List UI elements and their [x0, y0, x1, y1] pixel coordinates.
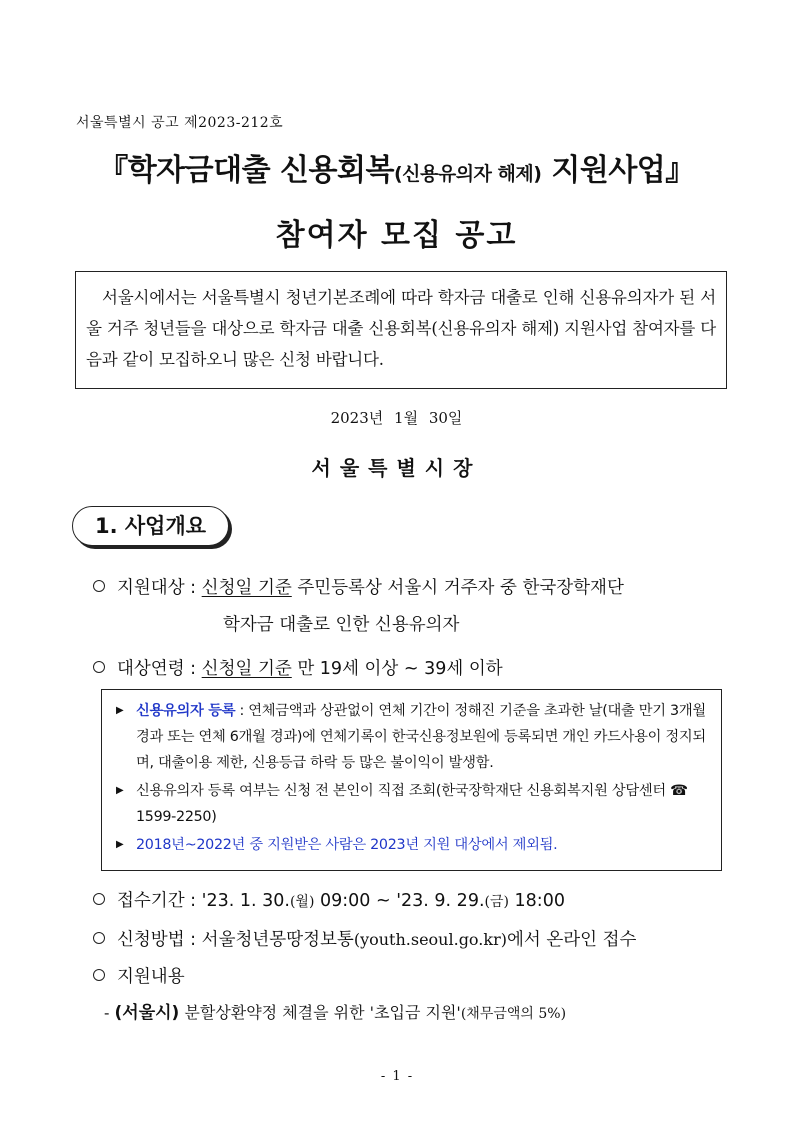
target-text: 주민등록상 서울시 거주자 중 한국장학재단 [291, 578, 624, 598]
note-text: 신용유의자 등록 여부는 신청 전 본인이 직접 조회(한국장학재단 신용회복지원 상담센터 ☎ 1599-2250) [136, 783, 688, 825]
age-underlined: 신청일 기준 [201, 659, 292, 679]
target-label: 지원대상 : [117, 578, 197, 598]
title-close-bracket: 』 [665, 153, 695, 188]
circle-bullet-icon [93, 580, 105, 592]
content-label: 지원내용 [117, 967, 185, 987]
age-text: 만 19세 이상 ~ 39세 이하 [291, 659, 503, 679]
period-end: '23. 9. 29. [396, 891, 485, 911]
seoul-support-text: 분할상환약정 체결을 위한 '초입금 지원' [179, 1003, 461, 1022]
triangle-bullet-icon: ▶ [116, 839, 124, 850]
dash-marker: - [104, 1003, 115, 1022]
circle-bullet-icon [93, 969, 105, 981]
triangle-bullet-icon: ▶ [116, 705, 124, 716]
triangle-bullet-icon: ▶ [116, 785, 124, 796]
age-label: 대상연령 : [117, 659, 197, 679]
note-text: : 연체금액과 상관없이 연체 기간이 정해진 기준을 초과한 날(대출 만기 3개월 경과 또는 연체 6개월 경과)에 연체기록이 한국신용정보원에 등록되면 개인 카드사용이 정지되며, 대출이용 제한, 신용등급 하락 등 많은 불이익이 발생함. [136, 703, 706, 771]
circle-bullet-icon [93, 661, 105, 673]
seoul-support-label: (서울시) [114, 1003, 180, 1023]
seoul-support-row [104, 998, 566, 1023]
title-parenthetical: (신용유의자 해제) [393, 163, 542, 185]
period-end-time: 18:00 [508, 891, 565, 911]
section-heading [72, 506, 229, 546]
document-title [0, 145, 793, 189]
period-label: 접수기간 : [117, 891, 197, 911]
period-end-day: (금) [484, 894, 509, 910]
circle-bullet-icon [93, 932, 105, 944]
target-underlined: 신청일 기준 [201, 578, 292, 598]
target-row-continued: 학자금 대출로 인한 신용유의자 [223, 615, 460, 635]
notice-date: 2023년 1월 30일 [330, 409, 463, 427]
method-label: 신청방법 : [117, 930, 197, 950]
section-heading-label: 1. 사업개요 [94, 514, 207, 538]
age-row [93, 655, 503, 680]
note-text: 2018년~2022년 중 지원받은 사람은 2023년 지원 대상에서 제외됨. [136, 837, 558, 853]
period-start-time: 09:00 ~ [314, 891, 397, 911]
period-row [93, 887, 565, 912]
note-item [114, 778, 711, 830]
seoul-support-note: (채무금액의 5%) [460, 1006, 567, 1022]
note-item [114, 698, 711, 776]
method-text: 에서 온라인 접수 [506, 930, 637, 950]
note-item [114, 832, 711, 858]
circle-bullet-icon [93, 893, 105, 905]
title-main-b: 지원사업 [541, 153, 666, 188]
method-row [93, 926, 636, 951]
notice-number: 서울특별시 공고 제2023-212호 [76, 115, 284, 131]
method-url-link[interactable]: (youth.seoul.go.kr) [353, 930, 507, 949]
intro-box [75, 271, 727, 389]
content-row [93, 963, 185, 988]
title-main-a: 학자금대출 신용회복 [127, 153, 394, 188]
title-open-bracket: 『 [98, 153, 128, 188]
page-number: - 1 - [380, 1069, 413, 1084]
period-start-day: (월) [289, 894, 315, 910]
period-start: '23. 1. 30. [201, 891, 290, 911]
notes-box [101, 689, 722, 871]
method-site: 서울청년몽땅정보통 [201, 930, 354, 950]
target-row [93, 574, 624, 599]
document-subtitle: 참여자 모집 공고 [275, 218, 518, 253]
note-term: 신용유의자 등록 [136, 703, 236, 719]
intro-text: 서울시에서는 서울특별시 청년기본조례에 따라 학자금 대출로 인해 신용유의자가 된 서울 거주 청년들을 대상으로 학자금 대출 신용회복(신용유의자 해제) 지원사업 참여자를 다음과 같이 모집하오니 많은 신청 바랍니다. [86, 288, 716, 369]
issuer-name: 서울특별시장 [311, 456, 482, 480]
